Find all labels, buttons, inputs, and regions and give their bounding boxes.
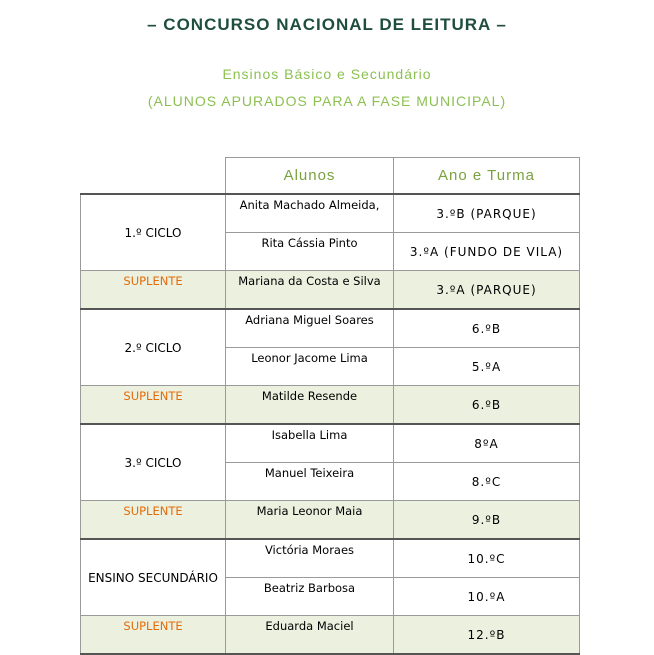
student-year: 12.ºB	[394, 616, 580, 655]
student-year: 5.ºA	[394, 348, 580, 386]
student-name: Eduarda Maciel	[226, 616, 394, 655]
student-name: Beatriz Barbosa	[226, 578, 394, 616]
students-table	[80, 157, 580, 655]
suplente-label: SUPLENTE	[81, 616, 226, 655]
student-year: 3.ºB (PARQUE)	[394, 194, 580, 233]
suplente-label: SUPLENTE	[81, 501, 226, 540]
student-year: 8ºA	[394, 424, 580, 463]
student-name: Anita Machado Almeida,	[226, 194, 394, 233]
suplente-row	[81, 271, 580, 310]
student-name: Victória Moraes	[226, 539, 394, 578]
suplente-row	[81, 386, 580, 425]
student-year: 3.ºA (FUNDO DE VILA)	[394, 233, 580, 271]
page-subtitle-phase: (ALUNOS APURADOS PARA A FASE MUNICIPAL)	[147, 93, 507, 109]
student-name: Matilde Resende	[226, 386, 394, 425]
group-label: 3.º CICLO	[81, 424, 226, 501]
table-row	[81, 539, 580, 578]
student-year: 10.ºA	[394, 578, 580, 616]
student-year: 9.ºB	[394, 501, 580, 540]
student-year: 8.ºC	[394, 463, 580, 501]
header-alunos: Alunos	[226, 158, 394, 195]
table-corner-cell	[81, 158, 226, 195]
student-name: Rita Cássia Pinto	[226, 233, 394, 271]
suplente-row	[81, 616, 580, 655]
student-year: 6.ºB	[394, 386, 580, 425]
table-row	[81, 309, 580, 348]
student-name: Adriana Miguel Soares	[226, 309, 394, 348]
page-subtitle: Ensinos Básico e Secundário	[222, 66, 432, 82]
table-header-row	[81, 158, 580, 195]
suplente-label: SUPLENTE	[81, 271, 226, 310]
student-name: Leonor Jacome Lima	[226, 348, 394, 386]
page-title: – CONCURSO NACIONAL DE LEITURA –	[147, 15, 507, 34]
group-label: 2.º CICLO	[81, 309, 226, 386]
group-label: ENSINO SECUNDÁRIO	[81, 539, 226, 616]
header-ano-turma: Ano e Turma	[394, 158, 580, 195]
student-name: Maria Leonor Maia	[226, 501, 394, 540]
student-name: Isabella Lima	[226, 424, 394, 463]
student-year: 6.ºB	[394, 309, 580, 348]
suplente-row	[81, 501, 580, 540]
suplente-label: SUPLENTE	[81, 386, 226, 425]
student-year: 10.ºC	[394, 539, 580, 578]
student-year: 3.ºA (PARQUE)	[394, 271, 580, 310]
student-name: Mariana da Costa e Silva	[226, 271, 394, 310]
student-name: Manuel Teixeira	[226, 463, 394, 501]
group-label: 1.º CICLO	[81, 194, 226, 271]
table-row	[81, 424, 580, 463]
table-row	[81, 194, 580, 233]
